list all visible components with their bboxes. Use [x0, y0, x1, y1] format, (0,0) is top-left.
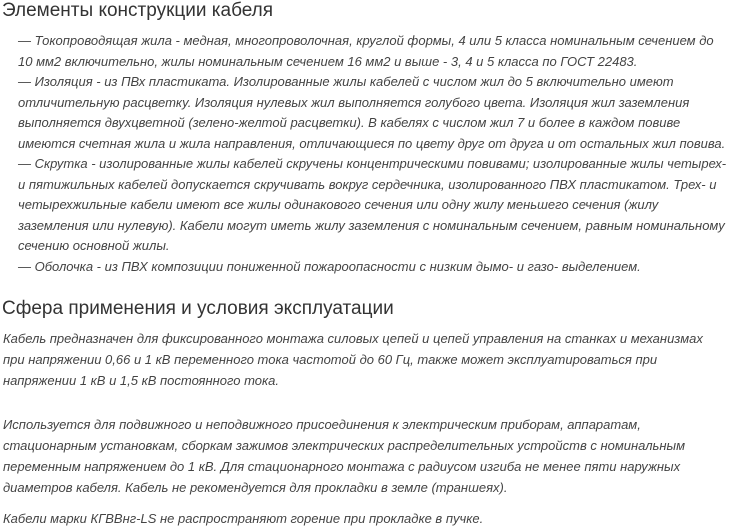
application-paragraph-fire-safety: Кабели марки КГВВнг-LS не распространяют горение при прокладке в пучке. — [3, 511, 484, 526]
construction-item-conductor: — Токопроводящая жила - медная, многопроволочная, круглой формы, 4 или 5 класса номинальным сечением до 10 мм2 включительно, жилы номинальным сечением 16 мм2 и выше - 3, 4 и 5 класса по ГОСТ 22483. — [18, 33, 714, 69]
section-title-cable-construction: Элементы конструкции кабеля — [2, 0, 274, 21]
cable-construction-list — [18, 31, 730, 277]
application-paragraph-usage: Используется для подвижного и неподвижного присоединения к электрическим приборам, аппаратам, стационарным установкам, сборкам зажимов электрических распределительных устройств с номинальным переменным напряжением до 1 кВ. Для стационарного монтажа с радиусом изгиба не менее пяти наружных диаметров кабеля. Кабель не рекомендуется для прокладки в земле (траншеях). — [3, 417, 686, 495]
section-title-application: Сфера применения и условия эксплуатации — [2, 298, 394, 319]
construction-item-sheath: — Оболочка - из ПВХ композиции пониженной пожароопасности с низким дымо- и газо- выделением. — [18, 258, 641, 274]
construction-item-twisting: — Скрутка - изолированные жилы кабелей скручены концентрическими повивами; изолированные жилы четырех- и пятижильных кабелей допускается скручивать вокруг сердечника, изолированного ПВХ пластикатом. Трех- и четырехжильные кабели имеют все жилы одинакового сечения или одну жилу меньшего сечения (жилу заземления или нулевую). Кабели могут иметь жилу заземления с номинальным сечением, равным номинальному сечению основной жилы. — [18, 156, 727, 253]
application-paragraph-purpose: Кабель предназначен для фиксированного монтажа силовых цепей и цепей управления на станках и механизмах при напряжении 0,66 и 1 кВ переменного тока частотой до 60 Гц, также может эксплуатироваться при напряжении 1 кВ и 1,5 кВ постоянного тока. — [3, 331, 703, 388]
construction-item-insulation: — Изоляция - из ПВх пластиката. Изолированные жилы кабелей с числом жил до 5 включительно имеют отличительную расцветку. Изоляция нулевых жил выполняется голубого цвета. Изоляция жил заземления выполняется двухцветной (зелено-желтой расцветки). В кабелях с числом жил 7 и более в каждом повиве имеются счетная жила и жила направления, отличающиеся по цвету друг от друга и от остальных жил повива. — [18, 74, 726, 151]
